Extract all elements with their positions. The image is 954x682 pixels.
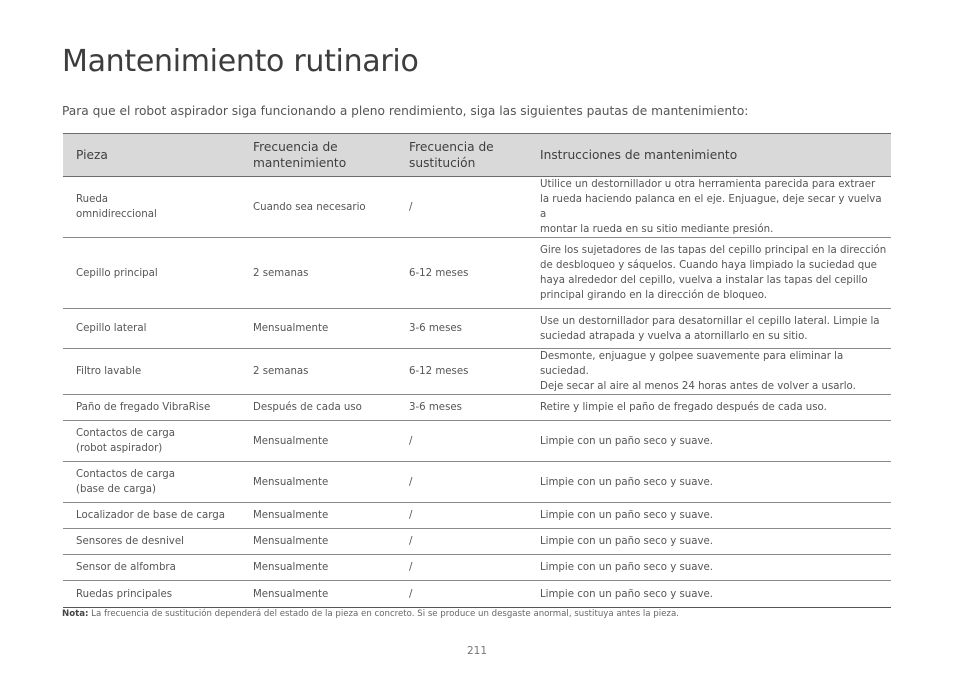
table-row bbox=[63, 395, 891, 421]
cell-pieza: Localizador de base de carga bbox=[63, 503, 253, 529]
header-frecuencia-mantenimiento: Frecuencia de mantenimiento bbox=[253, 134, 409, 177]
cell-sustitucion: 6-12 meses bbox=[409, 349, 540, 395]
cell-instrucciones: Utilice un destornillador u otra herramienta parecida para extraer la rueda haciendo palanca en el eje. Enjuague, deje secar y vuelva a montar la rueda en su sitio mediante presión. bbox=[540, 177, 891, 238]
table-row bbox=[63, 581, 891, 608]
cell-sustitucion: 3-6 meses bbox=[409, 309, 540, 349]
cell-sustitucion: / bbox=[409, 555, 540, 581]
cell-instrucciones: Use un destornillador para desatornillar el cepillo lateral. Limpie la suciedad atrapada y vuelva a atornillarlo en su sitio. bbox=[540, 309, 891, 349]
cell-pieza: Sensores de desnivel bbox=[63, 529, 253, 555]
cell-instrucciones: Limpie con un paño seco y suave. bbox=[540, 421, 891, 462]
cell-pieza: Contactos de carga (base de carga) bbox=[63, 462, 253, 503]
intro-text: Para que el robot aspirador siga funcionando a pleno rendimiento, siga las siguientes pautas de mantenimiento: bbox=[62, 104, 749, 118]
cell-sustitucion: / bbox=[409, 177, 540, 238]
footnote-label: Nota: bbox=[62, 609, 89, 619]
cell-mantenimiento: Mensualmente bbox=[253, 581, 409, 608]
cell-pieza: Cepillo lateral bbox=[63, 309, 253, 349]
cell-mantenimiento: Mensualmente bbox=[253, 529, 409, 555]
page-title: Mantenimiento rutinario bbox=[62, 44, 419, 79]
table-row bbox=[63, 349, 891, 395]
page-number: 211 bbox=[466, 645, 488, 657]
header-frecuencia-sustitucion: Frecuencia de sustitución bbox=[409, 134, 540, 177]
cell-sustitucion: / bbox=[409, 503, 540, 529]
table-row bbox=[63, 238, 891, 309]
header-instrucciones: Instrucciones de mantenimiento bbox=[540, 134, 891, 177]
header-pieza: Pieza bbox=[63, 134, 253, 177]
cell-instrucciones: Limpie con un paño seco y suave. bbox=[540, 462, 891, 503]
maintenance-table bbox=[63, 133, 891, 608]
cell-mantenimiento: 2 semanas bbox=[253, 238, 409, 309]
cell-pieza: Paño de fregado VibraRise bbox=[63, 395, 253, 421]
cell-sustitucion: / bbox=[409, 581, 540, 608]
cell-sustitucion: 6-12 meses bbox=[409, 238, 540, 309]
cell-instrucciones: Limpie con un paño seco y suave. bbox=[540, 529, 891, 555]
cell-pieza: Contactos de carga (robot aspirador) bbox=[63, 421, 253, 462]
table-row bbox=[63, 529, 891, 555]
cell-instrucciones: Gire los sujetadores de las tapas del cepillo principal en la dirección de desbloqueo y sáquelos. Cuando haya limpiado la suciedad que haya alrededor del cepillo, vuelva a instalar las tapas del cepillo principal girando en la dirección de bloqueo. bbox=[540, 238, 891, 309]
cell-mantenimiento: Después de cada uso bbox=[253, 395, 409, 421]
table-row bbox=[63, 177, 891, 238]
cell-mantenimiento: Mensualmente bbox=[253, 555, 409, 581]
cell-mantenimiento: Mensualmente bbox=[253, 503, 409, 529]
cell-sustitucion: / bbox=[409, 462, 540, 503]
cell-pieza: Filtro lavable bbox=[63, 349, 253, 395]
cell-sustitucion: / bbox=[409, 421, 540, 462]
footnote bbox=[62, 609, 679, 619]
cell-mantenimiento: Mensualmente bbox=[253, 309, 409, 349]
table-row bbox=[63, 462, 891, 503]
cell-instrucciones: Retire y limpie el paño de fregado después de cada uso. bbox=[540, 395, 891, 421]
cell-pieza: Cepillo principal bbox=[63, 238, 253, 309]
table-row bbox=[63, 503, 891, 529]
cell-mantenimiento: 2 semanas bbox=[253, 349, 409, 395]
cell-instrucciones: Desmonte, enjuague y golpee suavemente para eliminar la suciedad. Deje secar al aire al menos 24 horas antes de volver a usarlo. bbox=[540, 349, 891, 395]
table-row bbox=[63, 555, 891, 581]
cell-pieza: Sensor de alfombra bbox=[63, 555, 253, 581]
cell-sustitucion: 3-6 meses bbox=[409, 395, 540, 421]
footnote-text: La frecuencia de sustitución dependerá del estado de la pieza en concreto. Si se produce un desgaste anormal, sustituya antes la pieza. bbox=[88, 609, 679, 619]
cell-mantenimiento: Mensualmente bbox=[253, 462, 409, 503]
table-row bbox=[63, 309, 891, 349]
cell-mantenimiento: Cuando sea necesario bbox=[253, 177, 409, 238]
cell-pieza: Rueda omnidireccional bbox=[63, 177, 253, 238]
table-row bbox=[63, 421, 891, 462]
table-header-row bbox=[63, 134, 891, 177]
cell-mantenimiento: Mensualmente bbox=[253, 421, 409, 462]
cell-sustitucion: / bbox=[409, 529, 540, 555]
cell-instrucciones: Limpie con un paño seco y suave. bbox=[540, 503, 891, 529]
cell-instrucciones: Limpie con un paño seco y suave. bbox=[540, 555, 891, 581]
cell-instrucciones: Limpie con un paño seco y suave. bbox=[540, 581, 891, 608]
cell-pieza: Ruedas principales bbox=[63, 581, 253, 608]
